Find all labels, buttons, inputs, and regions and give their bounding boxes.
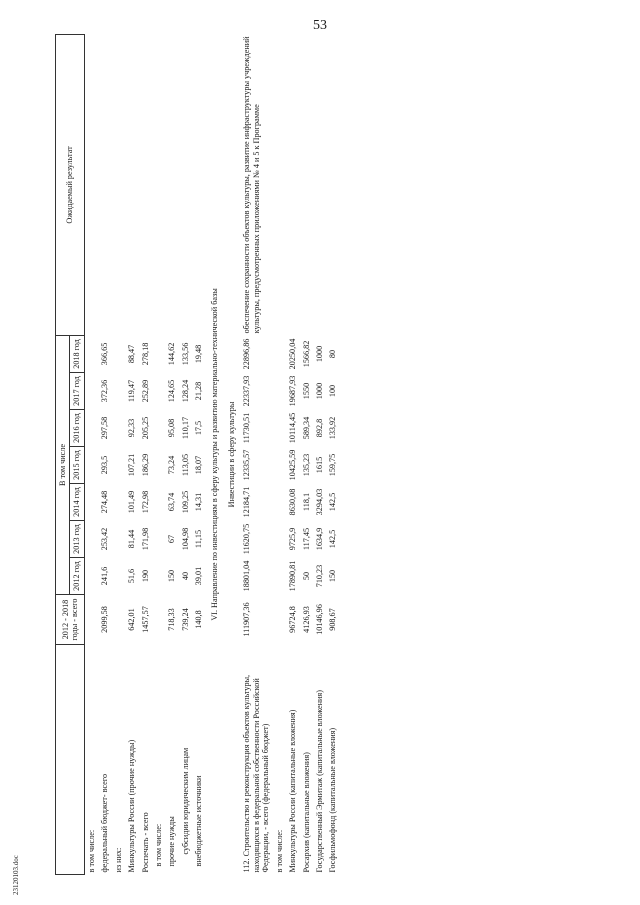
cell-value: 67: [167, 534, 177, 544]
table-row: [125, 34, 138, 874]
cell-value: 18801,04: [242, 560, 252, 592]
cell-value: [112, 373, 125, 410]
cell-value: 128,24: [180, 379, 190, 403]
cell-value: [112, 484, 125, 521]
cell-value: 274,48: [100, 490, 110, 514]
cell-value: 172,98: [140, 490, 150, 514]
cell-value: 1000: [315, 382, 325, 400]
header-year: 2017 год: [70, 373, 84, 410]
row-label: в том числе:: [274, 829, 284, 873]
cell-value: [273, 521, 286, 558]
result-cell: [192, 34, 205, 335]
table-row: [152, 34, 165, 874]
cell-value: 100: [328, 384, 338, 398]
cell-value: 21,28: [194, 381, 204, 401]
result-cell: [139, 34, 152, 335]
cell-value: [152, 558, 165, 595]
cell-value: 241,6: [100, 566, 110, 586]
cell-value: 20250,04: [288, 338, 298, 370]
cell-value: 95,08: [167, 418, 177, 438]
cell-value: 12184,71: [242, 486, 252, 518]
table-row: [84, 34, 98, 874]
cell-value: 1000: [315, 345, 325, 363]
cell-value: [84, 484, 98, 521]
row-label: Минкультуры России (прочие нужды): [127, 739, 137, 873]
cell-value: 293,5: [100, 455, 110, 475]
row-label: 112. Строительство и реконструкция объектов культуры, находящихся в федеральной собственности Российской Федерации, - всего (федеральный бюджет): [242, 674, 271, 873]
cell-value: 22896,86: [242, 338, 252, 370]
cell-value: [273, 484, 286, 521]
cell-value: 252,89: [140, 379, 150, 403]
cell-value: [273, 373, 286, 410]
header-year: 2016 год: [70, 410, 84, 447]
result-cell: [152, 34, 165, 335]
result-cell: [84, 34, 98, 335]
row-label: Государственный Эрмитаж (капитальные вложения): [315, 690, 325, 873]
cell-value: 17890,81: [288, 560, 298, 592]
cell-value: 1634,9: [315, 527, 325, 551]
cell-value: 133,56: [180, 342, 190, 366]
row-label: субсидии юридическим лицам: [180, 747, 190, 855]
table-body-investments: [206, 34, 273, 874]
cell-value: 10114,45: [288, 412, 298, 444]
footer-filename: 23120103.doc: [12, 855, 20, 895]
cell-value: 119,47: [127, 379, 137, 403]
cell-value: 710,23: [315, 564, 325, 588]
cell-value: [84, 373, 98, 410]
rotated-table-sheet: [55, 35, 605, 875]
cell-value: 186,29: [140, 453, 150, 477]
cell-value: 9725,9: [288, 527, 298, 551]
cell-value: 2099,58: [100, 606, 110, 633]
cell-value: 1566,82: [301, 340, 311, 368]
result-cell: [125, 34, 138, 335]
cell-value: [112, 410, 125, 447]
cell-value: [273, 558, 286, 595]
row-label: из них:: [113, 847, 123, 873]
cell-value: [273, 410, 286, 447]
row-label: в том числе:: [153, 823, 163, 867]
row-label: прочие нужды: [167, 816, 177, 867]
expected-result-text: обеспечение сохранности объектов культуры, развитие инфраструктуры учреждений культуры, предусмотренных приложениями № 4 и 5 к Программе: [242, 36, 261, 334]
cell-value: [84, 410, 98, 447]
cell-value: [152, 484, 165, 521]
table-body-bottom: [273, 34, 340, 874]
table-row: [139, 34, 152, 874]
table-row: [192, 34, 205, 874]
cell-value: 11620,75: [242, 523, 252, 555]
header-year: 2015 год: [70, 447, 84, 484]
cell-value: 190: [140, 569, 150, 583]
result-cell: [273, 34, 286, 335]
cell-value: 908,67: [328, 608, 338, 631]
cell-value: [273, 595, 286, 645]
row-label: Роспечать - всего: [140, 812, 150, 873]
cell-value: 40: [180, 571, 190, 581]
table-row: [326, 34, 339, 874]
header-year: 2013 год: [70, 521, 84, 558]
cell-value: 80: [328, 349, 338, 359]
cell-value: 133,92: [328, 416, 338, 440]
cell-value: [84, 595, 98, 645]
cell-value: [84, 521, 98, 558]
cell-value: 19687,93: [288, 375, 298, 407]
header-in-that-number: В том числе: [56, 335, 70, 594]
cell-value: 159,75: [328, 453, 338, 477]
cell-value: 101,49: [127, 490, 137, 514]
result-cell: [165, 34, 178, 335]
cell-value: 50: [301, 571, 311, 581]
cell-value: 117,45: [301, 527, 311, 551]
cell-value: 892,8: [315, 418, 325, 438]
header-empty-cell: [56, 645, 85, 875]
table-row: [286, 34, 299, 874]
cell-value: [273, 447, 286, 484]
cell-value: [152, 373, 165, 410]
cell-value: 589,34: [301, 416, 311, 440]
cell-value: 81,44: [127, 529, 137, 549]
cell-value: 135,23: [301, 453, 311, 477]
table-row: [313, 34, 326, 874]
cell-value: 142,5: [328, 492, 338, 512]
result-cell: [286, 34, 299, 335]
cell-value: 18,07: [194, 455, 204, 475]
cell-value: 109,25: [180, 490, 190, 514]
cell-value: 51,6: [127, 568, 137, 584]
cell-value: 253,42: [100, 527, 110, 551]
page-number: 53: [313, 18, 327, 33]
result-cell: [98, 34, 111, 335]
table-row: [98, 34, 111, 874]
cell-value: 107,21: [127, 453, 137, 477]
cell-value: 10146,96: [315, 604, 325, 635]
cell-value: [152, 595, 165, 645]
subsection-title: Инвестиции в сферу культуры: [227, 401, 237, 508]
cell-value: 111907,36: [242, 602, 252, 637]
table-row: [165, 34, 178, 874]
cell-value: 96724,8: [288, 606, 298, 633]
cell-value: [112, 521, 125, 558]
cell-value: [84, 447, 98, 484]
cell-value: 1457,57: [140, 606, 150, 633]
row-label: Росархив (капитальные вложения): [301, 752, 311, 873]
section-title: VI. Направление по инвестициям в сферу культуры и развитию материально-технической базы: [209, 288, 219, 621]
cell-value: 11730,51: [242, 412, 252, 444]
cell-value: 12335,57: [242, 449, 252, 481]
cell-value: 17,5: [194, 420, 204, 436]
cell-value: 63,74: [167, 492, 177, 512]
cell-value: 372,36: [100, 379, 110, 403]
budget-table: [55, 34, 340, 875]
cell-value: [112, 335, 125, 372]
cell-value: 642,01: [127, 608, 137, 631]
cell-value: 1615: [315, 456, 325, 474]
table-body-top: [84, 34, 205, 874]
cell-value: 110,17: [180, 416, 190, 440]
row-label: федеральный бюджет- всего: [100, 773, 110, 873]
result-cell: [313, 34, 326, 335]
cell-value: [152, 521, 165, 558]
row-label: в том числе:: [86, 829, 96, 873]
cell-value: 144,62: [167, 342, 177, 366]
table-header: [56, 34, 85, 874]
result-cell: [326, 34, 339, 335]
row-label: Минкультуры России (капитальные вложения): [288, 709, 298, 873]
row-label: внебюджетные источники: [194, 775, 204, 867]
table-row: [300, 34, 313, 874]
cell-value: [152, 447, 165, 484]
cell-value: 73,24: [167, 455, 177, 475]
cell-value: 92,33: [127, 418, 137, 438]
cell-value: 739,24: [180, 608, 190, 631]
cell-value: [84, 558, 98, 595]
cell-value: 718,33: [167, 608, 177, 631]
cell-value: 278,18: [140, 342, 150, 366]
cell-value: 22337,93: [242, 375, 252, 407]
cell-value: 1550: [301, 382, 311, 400]
header-expected-result: Ожидаемый результат: [56, 34, 85, 335]
cell-value: 3294,03: [315, 488, 325, 516]
cell-value: 118,1: [301, 492, 311, 512]
cell-value: 150: [328, 569, 338, 583]
cell-value: 205,25: [140, 416, 150, 440]
cell-value: 11,15: [194, 529, 204, 549]
result-cell: [300, 34, 313, 335]
cell-value: 366,65: [100, 342, 110, 366]
cell-value: 171,98: [140, 527, 150, 551]
cell-value: 297,58: [100, 416, 110, 440]
header-total: 2012 - 2018 годы - всего: [56, 595, 85, 645]
table-row: [112, 34, 125, 874]
cell-value: [112, 447, 125, 484]
cell-value: 39,01: [194, 566, 204, 586]
result-cell: [112, 34, 125, 335]
header-year: 2012 год: [70, 558, 84, 595]
result-cell: [179, 34, 192, 335]
cell-value: 150: [167, 569, 177, 583]
header-year: 2018 год: [70, 335, 84, 372]
cell-value: 113,05: [180, 453, 190, 477]
cell-value: 104,98: [180, 527, 190, 551]
cell-value: 142,5: [328, 529, 338, 549]
cell-value: 124,65: [167, 379, 177, 403]
cell-value: 14,31: [194, 492, 204, 512]
cell-value: 140,8: [194, 610, 204, 629]
cell-value: [112, 558, 125, 595]
cell-value: 10425,59: [288, 449, 298, 481]
cell-value: 88,47: [127, 344, 137, 364]
header-year: 2014 год: [70, 484, 84, 521]
cell-value: [84, 335, 98, 372]
table-row: [240, 34, 272, 874]
cell-value: 8630,08: [288, 488, 298, 516]
cell-value: [152, 410, 165, 447]
table-row: [273, 34, 286, 874]
cell-value: [112, 595, 125, 645]
table-row: [179, 34, 192, 874]
cell-value: [273, 335, 286, 372]
cell-value: [152, 335, 165, 372]
cell-value: 4126,93: [301, 606, 311, 633]
cell-value: 19,48: [194, 344, 204, 364]
row-label: Госфильмофонд (капитальные вложения): [328, 727, 338, 873]
